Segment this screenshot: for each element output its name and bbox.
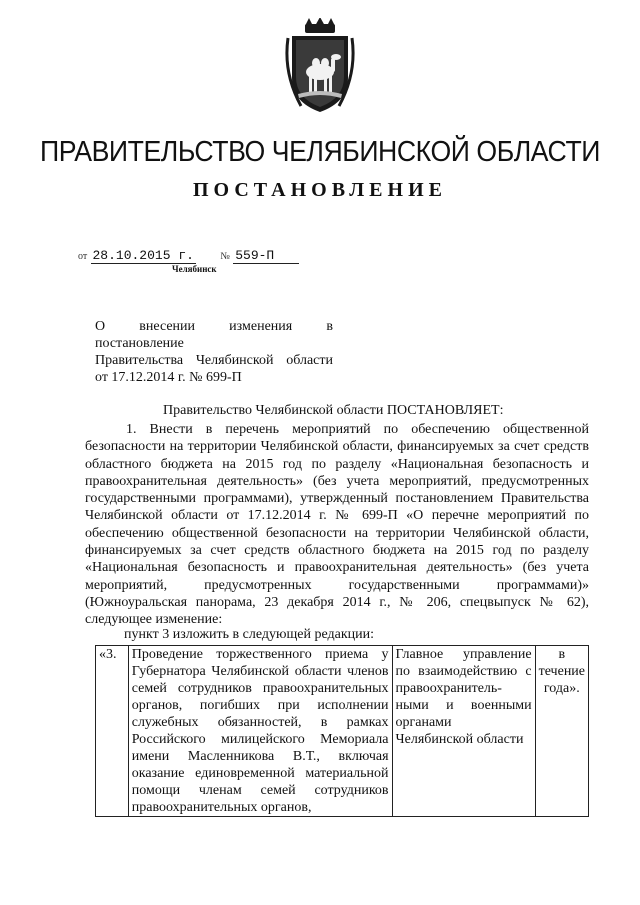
organization-title: ПРАВИТЕЛЬСТВО ЧЕЛЯБИНСКОЙ ОБЛАСТИ — [39, 136, 601, 168]
registration-line — [78, 247, 299, 264]
paragraph-1: 1. Внести в перечень мероприятий по обеспечению общественной безопасности на территории Челябинской области, финансируемых за счет средств областного бюджета на 2015 год по разделу «Национальная безопасность и правоохранительная деятельность» (без учета мероприятий, предусмотренных государственными программами), утвержденный постановлением Правительства Челябинской области от 17.12.2014 г. № 699-П «О перечне мероприятий по обеспечению общественной безопасности на территории Челябинской области, финансируемых за счет средств областного бюджета на 2015 год по разделу «Национальная безопасность и правоохранительная деятельность» (без учета мероприятий, предусмотренных государственными программами)» (Южноуральская панорама, 23 декабря 2014 г., № 206, спецвыпуск № 62), следующее изменение: — [85, 422, 589, 628]
city-name: Челябинск — [172, 264, 217, 274]
table-row — [96, 646, 589, 817]
resolution-intro: Правительство Челябинской области ПОСТАНОВЛЯЕТ: — [163, 403, 504, 418]
date-label: от — [78, 251, 88, 262]
item-term-cell: в течение года». — [535, 646, 588, 817]
subject-line: Правительства Челябинской области — [95, 353, 333, 368]
item-instruction: пункт 3 изложить в следующей редакции: — [124, 627, 374, 642]
subject-line: О внесении изменения в постановление — [95, 319, 333, 351]
document-date: 28.10.2015 г. — [92, 248, 194, 263]
item-description-cell: Проведение торжественного приема у Губернатора Челябинской области членов семей сотрудников правоохранительных органов, погибших при исполнении служебных обязанностей, в рамках Российского милицейского Мемориала имени Масленникова В.Т., включая оказание единовременной материальной помощи членам семей сотрудников правоохранительных органов, — [128, 646, 392, 817]
item-executor-cell: Главное управление по взаимодействию с правоохранитель-ными и военными органами Челябинской области — [392, 646, 535, 817]
document-number: 559-П — [233, 248, 299, 264]
document-body — [85, 421, 589, 629]
item-number-cell: «3. — [96, 646, 129, 817]
document-type: ПОСТАНОВЛЕНИЕ — [193, 179, 447, 201]
document-subject — [95, 318, 333, 386]
amendment-table — [95, 645, 589, 817]
number-label: № — [220, 251, 230, 262]
coat-of-arms-icon — [283, 18, 357, 114]
subject-line: от 17.12.2014 г. № 699-П — [95, 370, 242, 385]
